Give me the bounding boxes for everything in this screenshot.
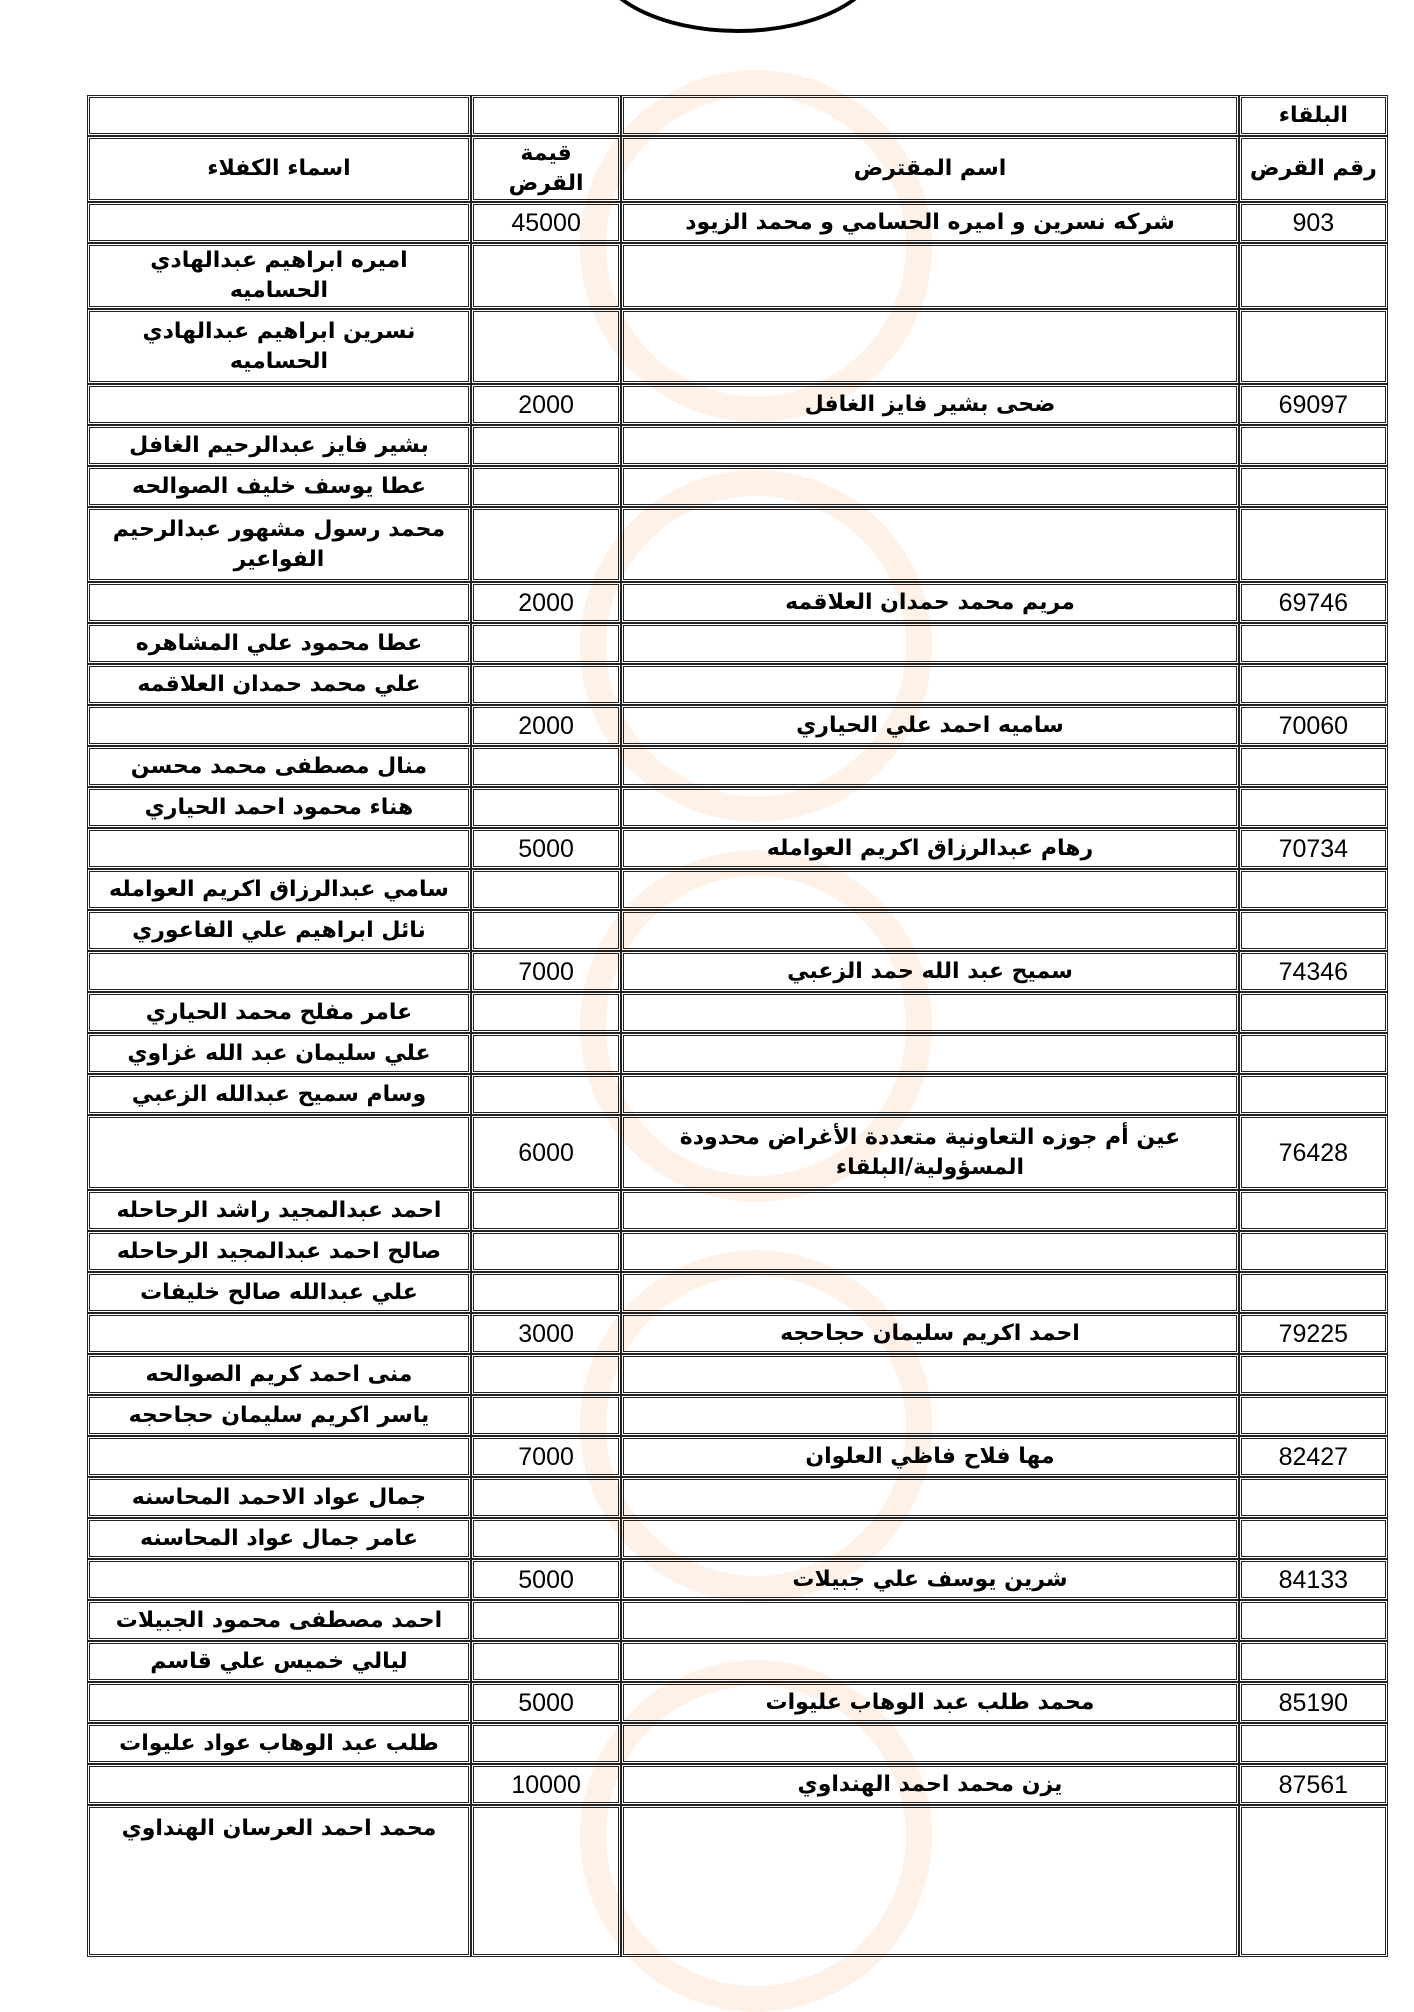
amount-cell: [471, 243, 621, 309]
table-row: [87, 1231, 1388, 1272]
loan-number-cell: [1239, 1354, 1388, 1395]
loan-number-cell: [1239, 1272, 1388, 1313]
guarantor-cell: [87, 1559, 471, 1600]
loan-number-cell: [1239, 910, 1388, 951]
loan-number-cell: [1239, 992, 1388, 1033]
amount-cell: 10000: [471, 1764, 621, 1805]
amount-cell: 5000: [471, 828, 621, 869]
amount-cell: [471, 1805, 621, 1957]
loan-number-cell: 79225: [1239, 1313, 1388, 1354]
table-row: [87, 951, 1388, 992]
header-row: [87, 136, 1388, 202]
guarantor-cell: [87, 951, 471, 992]
borrower-cell: [621, 1272, 1238, 1313]
amount-cell: [471, 1231, 621, 1272]
loan-number-cell: [1239, 309, 1388, 384]
amount-cell: [471, 787, 621, 828]
amount-cell: [471, 992, 621, 1033]
guarantor-cell: ليالي خميس علي قاسم: [87, 1641, 471, 1682]
region-label: البلقاء: [1239, 95, 1388, 136]
borrower-cell: [621, 1723, 1238, 1764]
amount-cell: [471, 664, 621, 705]
borrower-cell: [621, 1074, 1238, 1115]
borrower-cell: شرين يوسف علي جبيلات: [621, 1559, 1238, 1600]
borrower-cell: ساميه احمد علي الحياري: [621, 705, 1238, 746]
amount-cell: [471, 309, 621, 384]
borrower-cell: [621, 869, 1238, 910]
loan-number-cell: 70734: [1239, 828, 1388, 869]
loan-number-cell: [1239, 1395, 1388, 1436]
table-row: [87, 1074, 1388, 1115]
amount-cell: [471, 425, 621, 466]
guarantor-cell: [87, 202, 471, 243]
table-row: [87, 1682, 1388, 1723]
table-row: [87, 425, 1388, 466]
table-row: [87, 1115, 1388, 1190]
borrower-cell: احمد اكريم سليمان حجاحجه: [621, 1313, 1238, 1354]
guarantor-cell: [87, 384, 471, 425]
amount-cell: [471, 1641, 621, 1682]
table-row: [87, 623, 1388, 664]
borrower-cell: [621, 1805, 1238, 1957]
amount-cell: 3000: [471, 1313, 621, 1354]
table-row: [87, 1600, 1388, 1641]
table-row: [87, 1723, 1388, 1764]
guarantor-cell: منال مصطفى محمد محسن: [87, 746, 471, 787]
loan-number-cell: [1239, 623, 1388, 664]
borrower-cell: [621, 309, 1238, 384]
loan-number-cell: 82427: [1239, 1436, 1388, 1477]
borrower-cell: [621, 1033, 1238, 1074]
guarantor-cell: صالح احمد عبدالمجيد الرحاحله: [87, 1231, 471, 1272]
amount-cell: [471, 466, 621, 507]
borrower-cell: [621, 507, 1238, 582]
borrower-cell: شركه نسرين و اميره الحسامي و محمد الزيود: [621, 202, 1238, 243]
table-row: [87, 1354, 1388, 1395]
loan-number-cell: [1239, 1231, 1388, 1272]
table-row: [87, 384, 1388, 425]
guarantor-cell: جمال عواد الاحمد المحاسنه: [87, 1477, 471, 1518]
guarantor-cell: عامر مفلح محمد الحياري: [87, 992, 471, 1033]
loan-number-cell: 87561: [1239, 1764, 1388, 1805]
loan-number-cell: [1239, 1074, 1388, 1115]
amount-cell: [471, 1518, 621, 1559]
loan-number-cell: 84133: [1239, 1559, 1388, 1600]
borrower-cell: [621, 992, 1238, 1033]
loan-number-cell: [1239, 869, 1388, 910]
header-amount: قيمة القرض: [471, 136, 621, 202]
borrower-cell: [621, 746, 1238, 787]
amount-cell: 2000: [471, 705, 621, 746]
loan-number-cell: [1239, 1723, 1388, 1764]
borrower-cell: عين أم جوزه التعاونية متعددة الأغراض محدودة المسؤولية/البلقاء: [621, 1115, 1238, 1190]
guarantor-cell: ياسر اكريم سليمان حجاحجه: [87, 1395, 471, 1436]
loans-table: [87, 95, 1388, 1957]
borrower-cell: [621, 1641, 1238, 1682]
borrower-cell: [621, 1190, 1238, 1231]
guarantor-cell: منى احمد كريم الصوالحه: [87, 1354, 471, 1395]
guarantor-cell: طلب عبد الوهاب عواد عليوات: [87, 1723, 471, 1764]
guarantor-cell: نسرين ابراهيم عبدالهادي الحساميه: [87, 309, 471, 384]
table-row: [87, 869, 1388, 910]
amount-cell: [471, 869, 621, 910]
guarantor-cell: [87, 828, 471, 869]
borrower-cell: [621, 243, 1238, 309]
amount-cell: [471, 507, 621, 582]
guarantor-cell: علي محمد حمدان العلاقمه: [87, 664, 471, 705]
borrower-cell: يزن محمد احمد الهنداوي: [621, 1764, 1238, 1805]
loan-number-cell: [1239, 787, 1388, 828]
header-guarantors: اسماء الكفلاء: [87, 136, 471, 202]
borrower-cell: [621, 787, 1238, 828]
guarantor-cell: وسام سميح عبدالله الزعبي: [87, 1074, 471, 1115]
guarantor-cell: اميره ابراهيم عبدالهادي الحساميه: [87, 243, 471, 309]
amount-cell: [471, 1190, 621, 1231]
amount-cell: [471, 1395, 621, 1436]
table-row: [87, 243, 1388, 309]
header-loan-number: رقم القرض: [1239, 136, 1388, 202]
table-row: [87, 1272, 1388, 1313]
borrower-cell: [621, 1395, 1238, 1436]
table-row: [87, 1395, 1388, 1436]
guarantor-cell: علي عبدالله صالح خليفات: [87, 1272, 471, 1313]
loan-number-cell: [1239, 664, 1388, 705]
guarantor-cell: عامر جمال عواد المحاسنه: [87, 1518, 471, 1559]
table-row: [87, 1805, 1388, 1957]
guarantor-cell: سامي عبدالرزاق اكريم العوامله: [87, 869, 471, 910]
table-row: [87, 664, 1388, 705]
loan-number-cell: [1239, 243, 1388, 309]
table-row: [87, 1641, 1388, 1682]
header-borrower: اسم المقترض: [621, 136, 1238, 202]
amount-cell: 2000: [471, 384, 621, 425]
loan-number-cell: 903: [1239, 202, 1388, 243]
table-row: [87, 507, 1388, 582]
borrower-cell: محمد طلب عبد الوهاب عليوات: [621, 1682, 1238, 1723]
loan-number-cell: [1239, 1190, 1388, 1231]
table-row: [87, 202, 1388, 243]
table-row: [87, 309, 1388, 384]
guarantor-cell: بشير فايز عبدالرحيم الغافل: [87, 425, 471, 466]
table-row: [87, 1477, 1388, 1518]
loan-number-cell: [1239, 1477, 1388, 1518]
guarantor-cell: [87, 1682, 471, 1723]
table-row: [87, 746, 1388, 787]
borrower-cell: ضحى بشير فايز الغافل: [621, 384, 1238, 425]
loan-number-cell: 85190: [1239, 1682, 1388, 1723]
guarantor-cell: نائل ابراهيم علي الفاعوري: [87, 910, 471, 951]
amount-cell: [471, 1354, 621, 1395]
amount-cell: [471, 623, 621, 664]
table-row: [87, 1033, 1388, 1074]
table-row: [87, 466, 1388, 507]
guarantor-cell: [87, 1115, 471, 1190]
borrower-cell: [621, 1600, 1238, 1641]
loan-number-cell: 69097: [1239, 384, 1388, 425]
table-row: [87, 910, 1388, 951]
guarantor-cell: [87, 1764, 471, 1805]
borrower-cell: [621, 664, 1238, 705]
borrower-cell: [621, 466, 1238, 507]
guarantor-cell: احمد مصطفى محمود الجبيلات: [87, 1600, 471, 1641]
guarantor-cell: [87, 1436, 471, 1477]
borrower-cell: [621, 910, 1238, 951]
borrower-cell: مريم محمد حمدان العلاقمه: [621, 582, 1238, 623]
amount-cell: 45000: [471, 202, 621, 243]
amount-cell: [471, 910, 621, 951]
region-row: [87, 95, 1388, 136]
table-row: [87, 1436, 1388, 1477]
amount-cell: [471, 1477, 621, 1518]
loan-number-cell: [1239, 1641, 1388, 1682]
amount-cell: 7000: [471, 1436, 621, 1477]
loan-number-cell: [1239, 507, 1388, 582]
amount-cell: 7000: [471, 951, 621, 992]
guarantor-cell: احمد عبدالمجيد راشد الرحاحله: [87, 1190, 471, 1231]
amount-cell: 6000: [471, 1115, 621, 1190]
table-row: [87, 1190, 1388, 1231]
amount-cell: 5000: [471, 1682, 621, 1723]
amount-cell: [471, 1033, 621, 1074]
loan-number-cell: [1239, 1033, 1388, 1074]
borrower-cell: سميح عبد الله حمد الزعبي: [621, 951, 1238, 992]
loan-number-cell: 69746: [1239, 582, 1388, 623]
borrower-cell: [621, 1354, 1238, 1395]
guarantor-cell: [87, 1313, 471, 1354]
amount-cell: [471, 1723, 621, 1764]
amount-cell: [471, 1600, 621, 1641]
loan-number-cell: [1239, 1805, 1388, 1957]
borrower-cell: [621, 1477, 1238, 1518]
table-row: [87, 828, 1388, 869]
guarantor-cell: محمد رسول مشهور عبدالرحيم الفواعير: [87, 507, 471, 582]
loan-number-cell: [1239, 746, 1388, 787]
loan-number-cell: [1239, 425, 1388, 466]
borrower-cell: [621, 1231, 1238, 1272]
amount-cell: [471, 746, 621, 787]
guarantor-cell: عطا محمود علي المشاهره: [87, 623, 471, 664]
header-ellipse: [594, 0, 882, 33]
guarantor-cell: عطا يوسف خليف الصوالحه: [87, 466, 471, 507]
borrower-cell: [621, 623, 1238, 664]
amount-cell: [471, 1272, 621, 1313]
table-row: [87, 582, 1388, 623]
borrower-cell: [621, 1518, 1238, 1559]
borrower-cell: رهام عبدالرزاق اكريم العوامله: [621, 828, 1238, 869]
borrower-cell: [621, 425, 1238, 466]
table-row: [87, 787, 1388, 828]
guarantor-cell: علي سليمان عبد الله غزاوي: [87, 1033, 471, 1074]
loan-number-cell: [1239, 466, 1388, 507]
amount-cell: 2000: [471, 582, 621, 623]
loan-number-cell: 70060: [1239, 705, 1388, 746]
loan-number-cell: [1239, 1518, 1388, 1559]
loan-number-cell: 76428: [1239, 1115, 1388, 1190]
borrower-cell: مها فلاح فاظي العلوان: [621, 1436, 1238, 1477]
guarantor-cell: [87, 705, 471, 746]
guarantor-cell: [87, 582, 471, 623]
guarantor-cell: هناء محمود احمد الحياري: [87, 787, 471, 828]
table-row: [87, 1313, 1388, 1354]
table-row: [87, 705, 1388, 746]
table-row: [87, 992, 1388, 1033]
amount-cell: [471, 1074, 621, 1115]
table-row: [87, 1559, 1388, 1600]
loan-number-cell: 74346: [1239, 951, 1388, 992]
table-row: [87, 1518, 1388, 1559]
table-row: [87, 1764, 1388, 1805]
amount-cell: 5000: [471, 1559, 621, 1600]
guarantor-cell: محمد احمد العرسان الهنداوي: [87, 1805, 471, 1957]
loan-number-cell: [1239, 1600, 1388, 1641]
